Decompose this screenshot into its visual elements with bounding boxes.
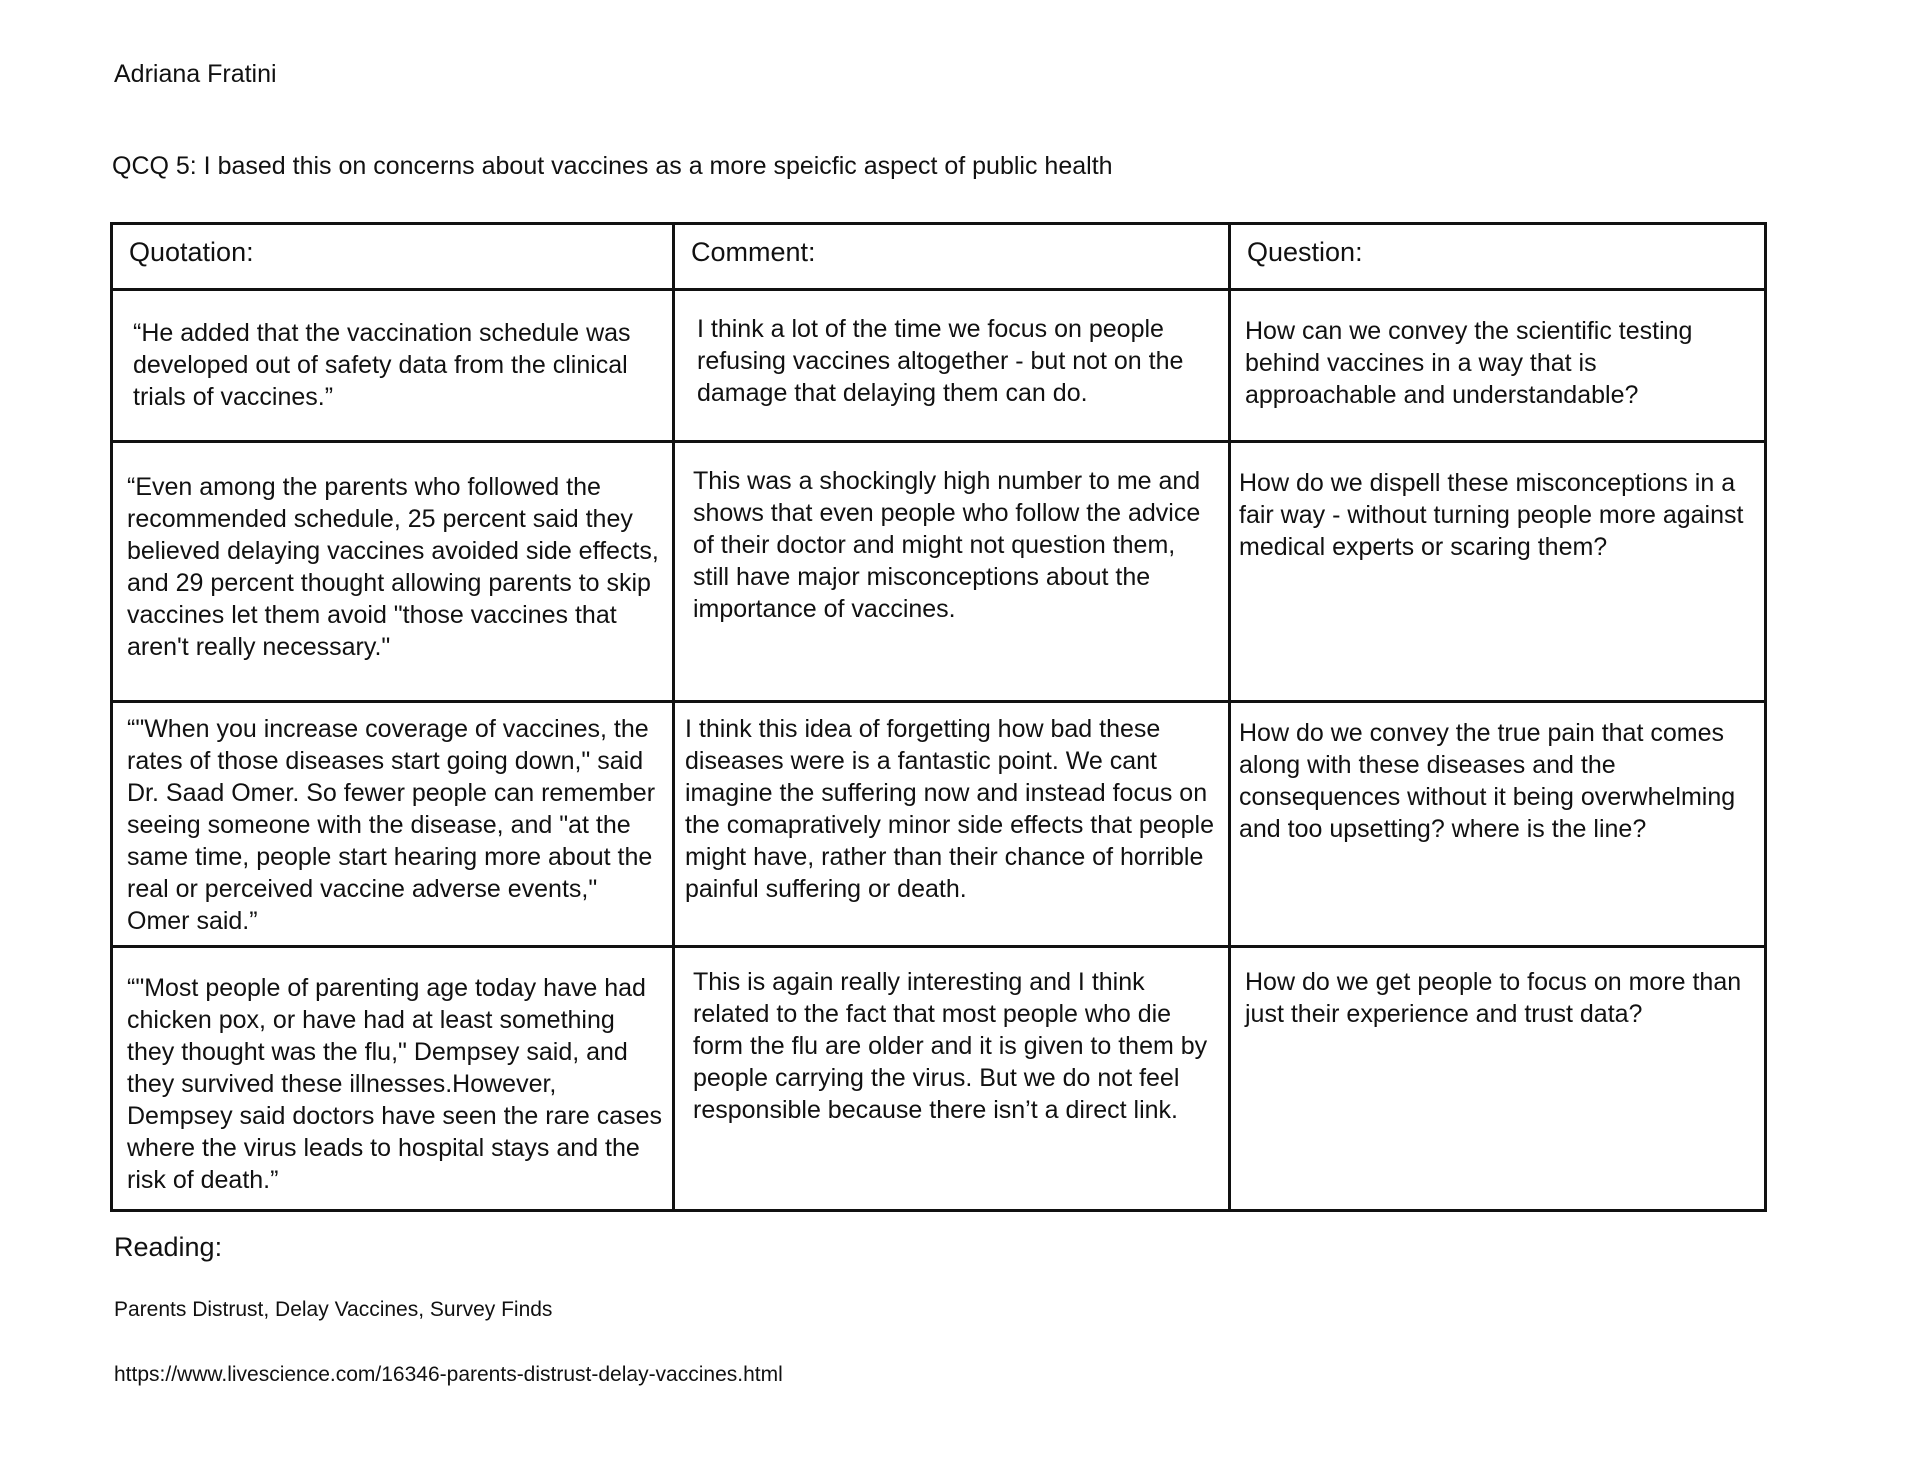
table-row <box>112 947 1766 1211</box>
table-row <box>112 702 1766 947</box>
question-cell: How do we dispell these misconceptions in a fair way - without turning people more against medical experts or scaring them? <box>1230 442 1766 702</box>
quotation-cell: “He added that the vaccination schedule was developed out of safety data from the clinical trials of vaccines.” <box>112 290 674 442</box>
question-cell: How do we get people to focus on more than just their experience and trust data? <box>1230 947 1766 1211</box>
quotation-cell: “Even among the parents who followed the recommended schedule, 25 percent said they believed delaying vaccines avoided side effects, and 29 percent thought allowing parents to skip vaccines let them avoid "those vaccines that aren't really necessary." <box>112 442 674 702</box>
comment-cell: I think a lot of the time we focus on people refusing vaccines altogether - but not on the damage that delaying them can do. <box>674 290 1230 442</box>
question-cell: How do we convey the true pain that comes along with these diseases and the consequences without it being overwhelming and too upsetting? where is the line? <box>1230 702 1766 947</box>
comment-cell: This is again really interesting and I think related to the fact that most people who die form the flu are older and it is given to them by people carrying the virus. But we do not feel responsible because there isn’t a direct link. <box>674 947 1230 1211</box>
assignment-subtitle: QCQ 5: I based this on concerns about vaccines as a more speicfic aspect of public health <box>112 152 1113 180</box>
reading-title: Parents Distrust, Delay Vaccines, Survey Finds <box>114 1298 553 1321</box>
quotation-cell: “"When you increase coverage of vaccines, the rates of those diseases start going down," said Dr. Saad Omer. So fewer people can remember seeing someone with the disease, and "at the same time, people start hearing more about the real or perceived vaccine adverse events," Omer said.” <box>112 702 674 947</box>
table-header-row <box>112 224 1766 290</box>
quotation-cell: “"Most people of parenting age today have had chicken pox, or have had at least something they thought was the flu," Dempsey said, and they survived these illnesses.However, Dempsey said doctors have seen the rare cases where the virus leads to hospital stays and the risk of death.” <box>112 947 674 1211</box>
header-question: Question: <box>1230 224 1766 290</box>
qcq-table <box>110 222 1767 1212</box>
author-name: Adriana Fratini <box>114 60 277 88</box>
reading-url-link[interactable]: https://www.livescience.com/16346-parents-distrust-delay-vaccines.html <box>114 1363 783 1386</box>
table-row <box>112 442 1766 702</box>
question-cell: How can we convey the scientific testing behind vaccines in a way that is approachable and understandable? <box>1230 290 1766 442</box>
header-quotation: Quotation: <box>112 224 674 290</box>
table-row <box>112 290 1766 442</box>
comment-cell: I think this idea of forgetting how bad these diseases were is a fantastic point. We cant imagine the suffering now and instead focus on the comapratively minor side effects that people might have, rather than their chance of horrible painful suffering or death. <box>674 702 1230 947</box>
header-comment: Comment: <box>674 224 1230 290</box>
comment-cell: This was a shockingly high number to me and shows that even people who follow the advice of their doctor and might not question them, still have major misconceptions about the importance of vaccines. <box>674 442 1230 702</box>
reading-heading: Reading: <box>114 1232 223 1262</box>
